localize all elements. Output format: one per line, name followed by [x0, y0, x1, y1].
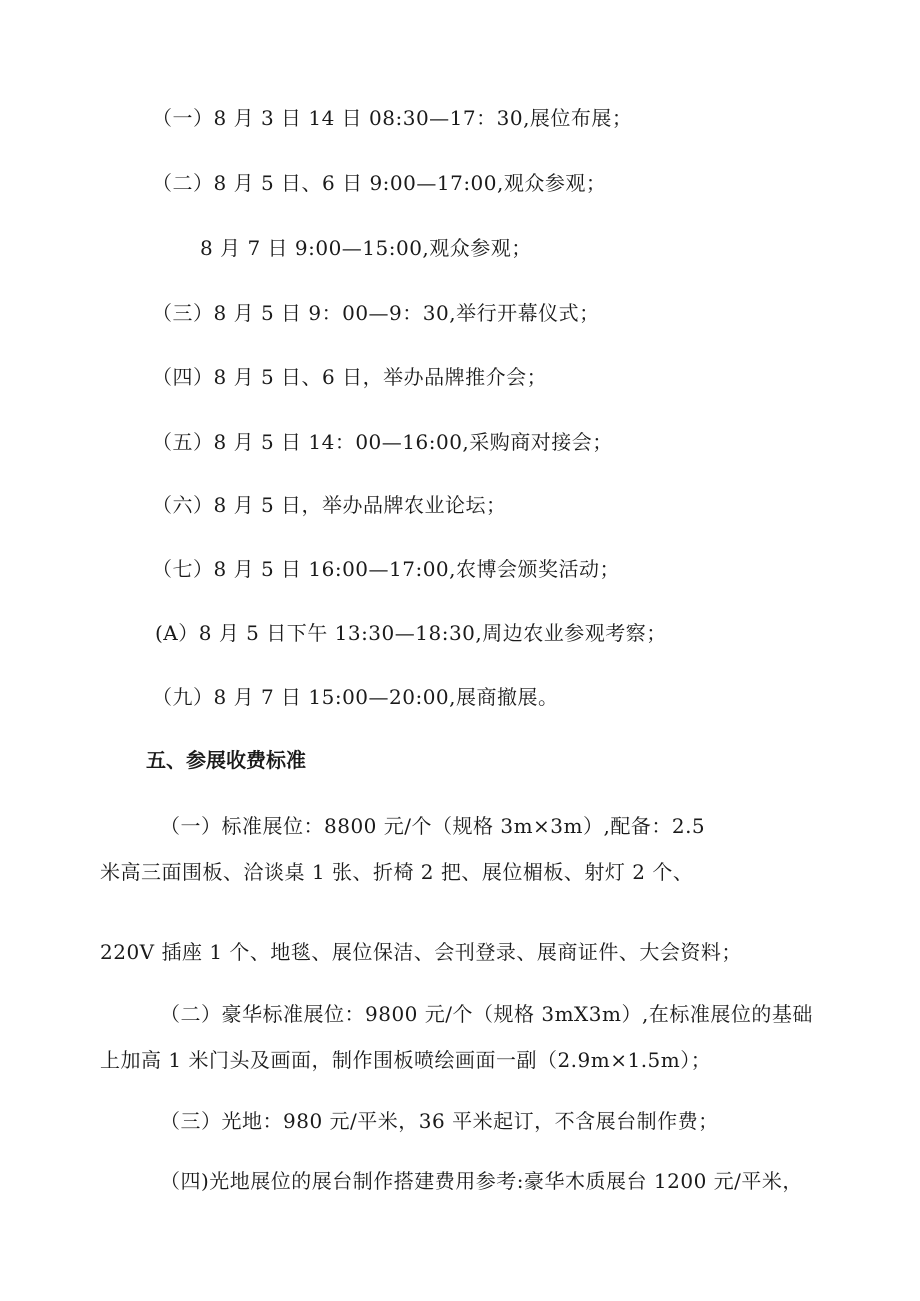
fee-standard-booth-continued-2: 220V 插座 1 个、地毯、展位保洁、会刊登录、展商证件、大会资料；	[100, 940, 742, 964]
schedule-item-1: （一）8 月 3 日 14 日 08:30—17：30,展位布展；	[152, 106, 633, 130]
schedule-item-6: （六）8 月 5 日，举办品牌农业论坛；	[152, 493, 507, 517]
schedule-item-7: （七）8 月 5 日 16:00—17:00,农博会颁奖活动；	[152, 557, 621, 581]
section-heading: 五、参展收费标准	[146, 748, 306, 772]
fee-raw-space: （三）光地：980 元/平米，36 平米起订，不含展台制作费；	[160, 1109, 719, 1133]
schedule-item-4: （四）8 月 5 日、6 日，举办品牌推介会；	[152, 365, 548, 389]
fee-deluxe-booth-continued: 上加高 1 米门头及画面，制作围板喷绘画面一副（2.9m×1.5m）；	[100, 1048, 712, 1072]
schedule-item-3: （三）8 月 5 日 9：00—9：30,举行开幕仪式；	[152, 301, 600, 325]
fee-standard-booth-continued-1: 米高三面围板、洽谈桌 1 张、折椅 2 把、展位楣板、射灯 2 个、	[100, 860, 694, 884]
fee-standard-booth: （一）标准展位：8800 元/个（规格 3m×3m）,配备：2.5	[160, 814, 706, 838]
schedule-item-2-continued: 8 月 7 日 9:00—15:00,观众参观；	[200, 236, 532, 260]
fee-raw-space-construction: （四)光地展位的展台制作搭建费用参考:豪华木质展台 1200 元/平米，	[160, 1169, 803, 1193]
schedule-item-8: (A）8 月 5 日下午 13:30—18:30,周边农业参观考察；	[155, 621, 667, 645]
schedule-item-9: （九）8 月 7 日 15:00—20:00,展商撤展。	[152, 685, 559, 709]
schedule-item-5: （五）8 月 5 日 14：00—16:00,采购商对接会；	[152, 430, 613, 454]
fee-deluxe-booth: （二）豪华标准展位：9800 元/个（规格 3mX3m）,在标准展位的基础	[160, 1002, 813, 1026]
schedule-item-2: （二）8 月 5 日、6 日 9:00—17:00,观众参观；	[152, 171, 607, 195]
